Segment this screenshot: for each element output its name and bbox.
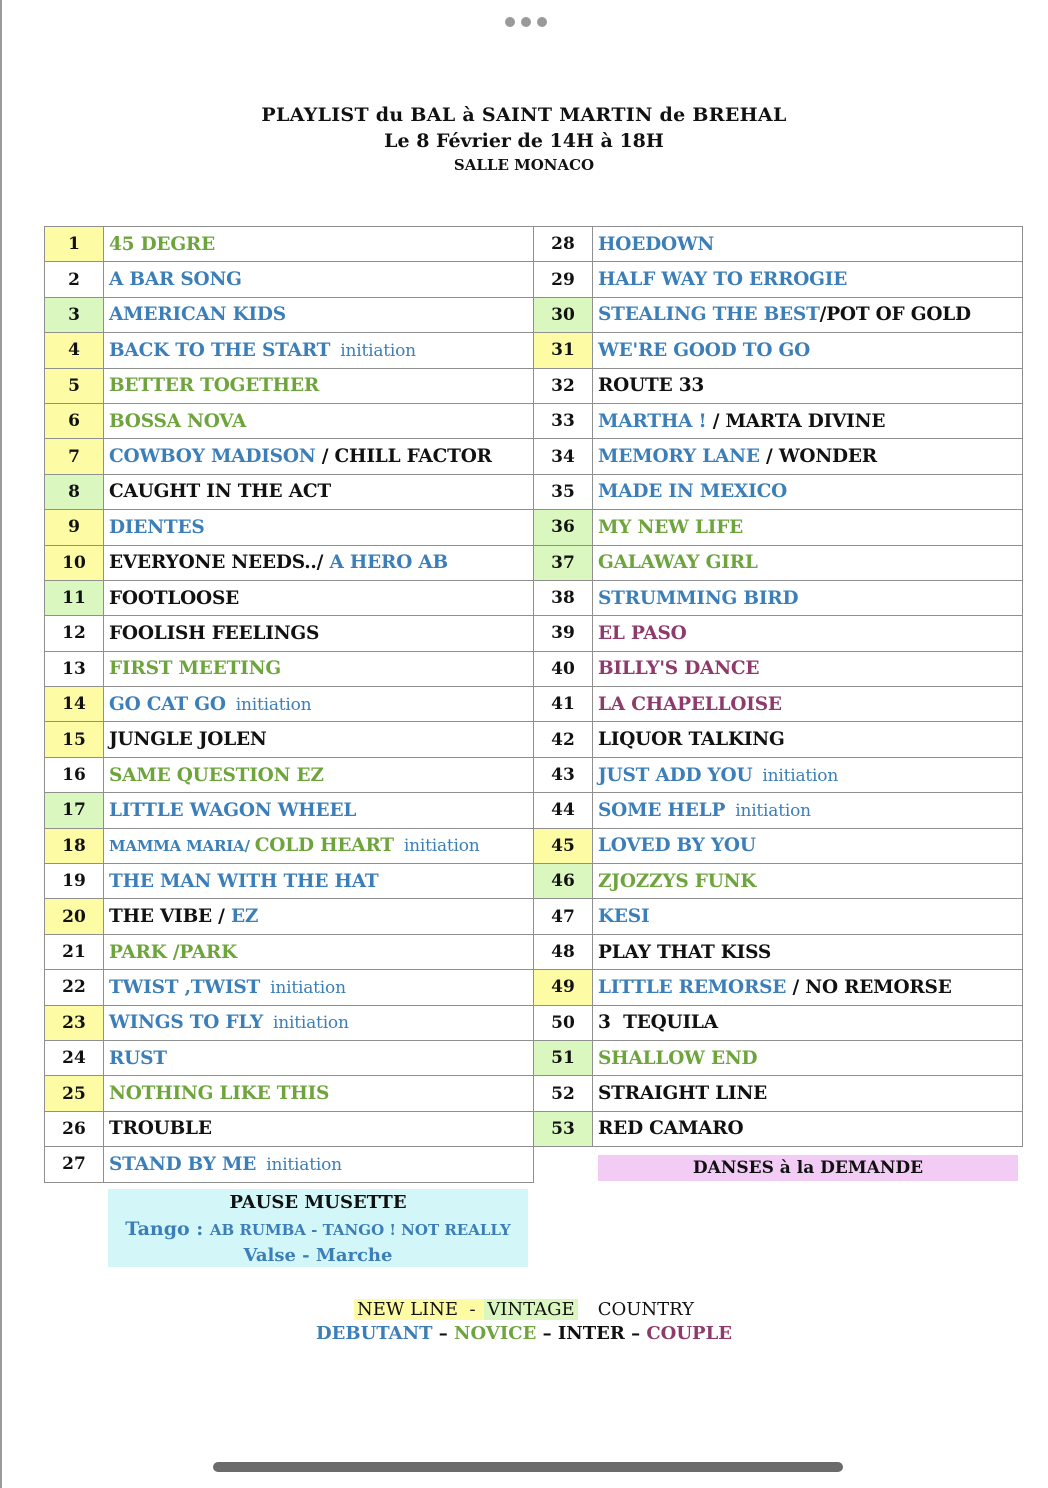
legend-country: COUNTRY xyxy=(597,1299,695,1320)
dance-name: LOVED BY YOU xyxy=(598,835,756,857)
track-number: 10 xyxy=(45,545,104,580)
track-number: 13 xyxy=(45,651,104,686)
track-title xyxy=(104,297,534,332)
dance-name: A HERO AB xyxy=(323,552,448,574)
track-number: 35 xyxy=(534,474,593,509)
track-number: 5 xyxy=(45,368,104,403)
track-title xyxy=(593,864,1023,899)
dance-name: LA CHAPELLOISE xyxy=(598,693,782,715)
track-title xyxy=(593,934,1023,969)
legend-new-line: NEW LINE - xyxy=(354,1299,484,1320)
dance-name: / WONDER xyxy=(759,446,877,468)
track-number: 43 xyxy=(534,757,593,792)
dance-name: PLAY THAT KISS xyxy=(598,941,772,963)
table-row xyxy=(45,368,534,403)
track-title xyxy=(104,864,534,899)
table-row xyxy=(534,262,1023,297)
track-number: 36 xyxy=(534,510,593,545)
table-row xyxy=(534,368,1023,403)
track-title xyxy=(104,828,534,863)
window-left-edge xyxy=(0,0,2,1488)
track-number: 1 xyxy=(45,227,104,262)
initiation-tag: initiation xyxy=(403,836,480,857)
table-row xyxy=(45,899,534,934)
table-row xyxy=(45,510,534,545)
track-number: 20 xyxy=(45,899,104,934)
track-number: 22 xyxy=(45,970,104,1005)
track-title xyxy=(593,439,1023,474)
track-title xyxy=(104,793,534,828)
track-title xyxy=(104,899,534,934)
track-number: 3 xyxy=(45,297,104,332)
table-row xyxy=(534,580,1023,615)
dance-name: BILLY'S DANCE xyxy=(598,658,760,680)
table-row xyxy=(534,403,1023,438)
track-number: 31 xyxy=(534,333,593,368)
track-title xyxy=(104,262,534,297)
track-number: 9 xyxy=(45,510,104,545)
dance-name: AMERICAN KIDS xyxy=(109,304,286,326)
table-row xyxy=(534,687,1023,722)
dance-name: GO CAT GO xyxy=(109,693,226,715)
track-title xyxy=(104,1040,534,1075)
more-options-icon[interactable] xyxy=(505,17,547,27)
track-title xyxy=(593,227,1023,262)
track-number: 45 xyxy=(534,828,593,863)
table-row xyxy=(45,474,534,509)
dance-name: RED CAMARO xyxy=(598,1118,744,1140)
legend xyxy=(0,1298,1048,1346)
track-number: 46 xyxy=(534,864,593,899)
table-row xyxy=(45,864,534,899)
track-title xyxy=(593,793,1023,828)
track-number: 47 xyxy=(534,899,593,934)
track-title xyxy=(593,828,1023,863)
dance-name: GALAWAY GIRL xyxy=(598,552,758,574)
dance-name: SAME QUESTION EZ xyxy=(109,764,324,786)
track-number: 41 xyxy=(534,687,593,722)
dance-name: EZ xyxy=(230,906,259,928)
legend-type-row xyxy=(0,1298,1048,1322)
pause-valse-line: Valse - Marche xyxy=(243,1245,393,1266)
track-number: 33 xyxy=(534,403,593,438)
dance-name: BETTER TOGETHER xyxy=(109,375,320,397)
pause-title: PAUSE MUSETTE xyxy=(229,1192,407,1213)
track-title xyxy=(104,510,534,545)
legend-inter: INTER xyxy=(557,1323,625,1344)
table-row xyxy=(534,970,1023,1005)
track-title xyxy=(104,1005,534,1040)
dance-name: STRUMMING BIRD xyxy=(598,587,799,609)
track-number: 12 xyxy=(45,616,104,651)
table-row xyxy=(534,616,1023,651)
dance-name: TWIST ,TWIST xyxy=(109,976,261,998)
dance-name: MEMORY LANE xyxy=(598,446,760,468)
dance-name: 45 DEGRE xyxy=(109,233,216,255)
track-title xyxy=(104,227,534,262)
table-row xyxy=(45,1040,534,1075)
table-row xyxy=(534,1040,1023,1075)
track-title xyxy=(104,368,534,403)
home-indicator[interactable] xyxy=(213,1462,843,1472)
dance-name: COWBOY MADISON xyxy=(109,446,316,468)
dance-name: STAND BY ME xyxy=(109,1153,257,1175)
track-number: 6 xyxy=(45,403,104,438)
dance-name: CAUGHT IN THE ACT xyxy=(109,481,331,503)
dance-name: SHALLOW END xyxy=(598,1047,758,1069)
legend-vintage: VINTAGE xyxy=(484,1299,577,1320)
legend-novice: NOVICE xyxy=(454,1323,537,1344)
dance-name: BOSSA NOVA xyxy=(109,410,247,432)
table-row xyxy=(534,545,1023,580)
initiation-tag: initiation xyxy=(235,694,312,715)
table-row xyxy=(534,793,1023,828)
track-number: 15 xyxy=(45,722,104,757)
track-number: 49 xyxy=(534,970,593,1005)
track-title xyxy=(593,1040,1023,1075)
track-title xyxy=(104,970,534,1005)
initiation-tag: initiation xyxy=(735,800,811,821)
legend-couple: COUPLE xyxy=(646,1323,732,1344)
table-row xyxy=(45,828,534,863)
table-row xyxy=(534,651,1023,686)
track-number: 34 xyxy=(534,439,593,474)
track-title xyxy=(104,1111,534,1146)
legend-debutant: DEBUTANT xyxy=(316,1323,433,1344)
table-row xyxy=(45,333,534,368)
dance-name: CHILL FACTOR xyxy=(334,446,492,468)
table-row xyxy=(45,687,534,722)
dance-name: / MARTA DIVINE xyxy=(706,410,886,432)
track-title xyxy=(593,1111,1023,1146)
table-row xyxy=(534,828,1023,863)
table-row xyxy=(45,1111,534,1146)
dance-name: LITTLE WAGON WHEEL xyxy=(109,799,357,821)
track-title xyxy=(593,970,1023,1005)
track-title xyxy=(593,545,1023,580)
track-number: 39 xyxy=(534,616,593,651)
track-number: 18 xyxy=(45,828,104,863)
table-row xyxy=(45,757,534,792)
dance-name: WINGS TO FLY xyxy=(109,1012,264,1034)
track-title xyxy=(104,722,534,757)
track-number: 2 xyxy=(45,262,104,297)
track-number: 4 xyxy=(45,333,104,368)
table-row xyxy=(534,297,1023,332)
table-row xyxy=(534,757,1023,792)
dance-name: FOOLISH FEELINGS xyxy=(109,622,320,644)
page-header xyxy=(0,102,1048,176)
table-row xyxy=(534,333,1023,368)
table-row xyxy=(534,934,1023,969)
dance-name: FOOTLOOSE xyxy=(109,587,240,609)
track-title xyxy=(593,368,1023,403)
page-title: PLAYLIST du BAL à SAINT MARTIN de BREHAL xyxy=(261,104,787,126)
table-row xyxy=(45,227,534,262)
dance-name: KESI xyxy=(598,906,650,928)
table-row xyxy=(45,1147,534,1182)
dance-name: 3 TEQUILA xyxy=(598,1012,718,1034)
table-row xyxy=(534,899,1023,934)
track-title xyxy=(104,580,534,615)
track-title xyxy=(104,1076,534,1111)
dance-name: LITTLE REMORSE xyxy=(598,976,787,998)
table-row xyxy=(534,510,1023,545)
dance-name: / xyxy=(315,446,335,468)
dance-name: PARK /PARK xyxy=(109,941,237,963)
dance-name: MY NEW LIFE xyxy=(598,516,744,538)
track-title xyxy=(593,297,1023,332)
table-row xyxy=(45,651,534,686)
table-row xyxy=(534,1005,1023,1040)
event-date: Le 8 Février de 14H à 18H xyxy=(384,130,664,152)
track-number: 42 xyxy=(534,722,593,757)
track-title xyxy=(593,899,1023,934)
track-number: 17 xyxy=(45,793,104,828)
playlist-table-left xyxy=(44,226,534,1183)
table-row xyxy=(534,1111,1023,1146)
track-title xyxy=(593,403,1023,438)
table-row xyxy=(45,616,534,651)
track-title xyxy=(593,616,1023,651)
track-title xyxy=(104,545,534,580)
dance-name: SOME HELP xyxy=(598,799,726,821)
dance-name: BACK TO THE START xyxy=(109,339,331,361)
track-title xyxy=(104,333,534,368)
track-title xyxy=(593,333,1023,368)
initiation-tag: initiation xyxy=(266,1154,342,1175)
pause-tango-line xyxy=(108,1217,528,1243)
table-row xyxy=(45,297,534,332)
pause-musette-box xyxy=(108,1189,528,1267)
dance-name: MARTHA ! xyxy=(598,410,707,432)
table-row xyxy=(45,403,534,438)
table-row xyxy=(45,545,534,580)
dance-name: THE VIBE / xyxy=(109,906,231,928)
danses-a-la-demande-banner: DANSES à la DEMANDE xyxy=(598,1155,1018,1181)
track-title xyxy=(593,1076,1023,1111)
dance-name: RUST xyxy=(109,1047,167,1069)
dance-name: DIENTES xyxy=(109,516,205,538)
initiation-tag: initiation xyxy=(762,765,839,786)
track-number: 40 xyxy=(534,651,593,686)
table-row xyxy=(45,1076,534,1111)
dance-name: MAMMA MARIA/ xyxy=(109,837,255,856)
track-number: 28 xyxy=(534,227,593,262)
track-title xyxy=(104,474,534,509)
table-row xyxy=(534,722,1023,757)
track-number: 52 xyxy=(534,1076,593,1111)
table-row xyxy=(45,793,534,828)
track-title xyxy=(104,687,534,722)
track-number: 14 xyxy=(45,687,104,722)
track-number: 30 xyxy=(534,297,593,332)
dance-name: TROUBLE xyxy=(109,1118,212,1140)
table-row xyxy=(45,970,534,1005)
dance-name: A BAR SONG xyxy=(109,269,242,291)
table-row xyxy=(45,1005,534,1040)
table-row xyxy=(534,1076,1023,1111)
dance-name: JUNGLE JOLEN xyxy=(109,729,267,751)
track-number: 38 xyxy=(534,580,593,615)
dance-name: WE'RE GOOD TO GO xyxy=(598,339,811,361)
dance-name: LIQUOR TALKING xyxy=(598,729,785,751)
track-title xyxy=(593,757,1023,792)
legend-level-row: DEBUTANT – NOVICE – INTER – COUPLE xyxy=(316,1323,732,1344)
dance-name: ROUTE 33 xyxy=(598,375,705,397)
track-title xyxy=(593,474,1023,509)
table-row xyxy=(45,934,534,969)
track-title xyxy=(593,687,1023,722)
track-title xyxy=(104,439,534,474)
dance-name: EL PASO xyxy=(598,622,687,644)
dance-name: NOTHING LIKE THIS xyxy=(109,1083,330,1105)
track-number: 29 xyxy=(534,262,593,297)
track-title xyxy=(104,1147,534,1182)
initiation-tag: initiation xyxy=(270,977,346,998)
tango-label: Tango : xyxy=(125,1218,210,1240)
track-number: 11 xyxy=(45,580,104,615)
table-row xyxy=(45,722,534,757)
track-number: 32 xyxy=(534,368,593,403)
dance-name: HALF WAY TO ERROGIE xyxy=(598,269,848,291)
track-number: 16 xyxy=(45,757,104,792)
track-number: 53 xyxy=(534,1111,593,1146)
tango-dances: AB RUMBA - TANGO ! NOT REALLY xyxy=(209,1221,511,1239)
table-row xyxy=(534,864,1023,899)
track-title xyxy=(104,757,534,792)
track-number: 37 xyxy=(534,545,593,580)
table-row xyxy=(534,474,1023,509)
track-number: 44 xyxy=(534,793,593,828)
track-number: 51 xyxy=(534,1040,593,1075)
table-row xyxy=(45,580,534,615)
playlist-table-right xyxy=(533,226,1023,1147)
track-title xyxy=(104,616,534,651)
table-row xyxy=(45,262,534,297)
track-number: 7 xyxy=(45,439,104,474)
dance-name: THE MAN WITH THE HAT xyxy=(109,870,379,892)
track-number: 50 xyxy=(534,1005,593,1040)
dance-name: STEALING THE BEST xyxy=(598,304,820,326)
track-title xyxy=(593,262,1023,297)
table-row xyxy=(534,227,1023,262)
track-number: 19 xyxy=(45,864,104,899)
track-number: 8 xyxy=(45,474,104,509)
event-venue: SALLE MONACO xyxy=(453,156,595,174)
track-number: 24 xyxy=(45,1040,104,1075)
track-title xyxy=(593,1005,1023,1040)
dance-name: HOEDOWN xyxy=(598,233,715,255)
track-title xyxy=(593,651,1023,686)
track-number: 26 xyxy=(45,1111,104,1146)
track-title xyxy=(104,934,534,969)
track-title xyxy=(104,403,534,438)
track-title xyxy=(593,510,1023,545)
track-number: 21 xyxy=(45,934,104,969)
track-title xyxy=(104,651,534,686)
track-title xyxy=(593,722,1023,757)
dance-name: /POT OF GOLD xyxy=(819,304,971,326)
dance-name: COLD HEART xyxy=(254,835,394,857)
track-number: 27 xyxy=(45,1147,104,1182)
dance-name: JUST ADD YOU xyxy=(598,764,753,786)
table-row xyxy=(45,439,534,474)
initiation-tag: initiation xyxy=(273,1013,349,1034)
dance-name: STRAIGHT LINE xyxy=(598,1083,768,1105)
initiation-tag: initiation xyxy=(340,340,416,361)
track-number: 48 xyxy=(534,934,593,969)
track-title xyxy=(593,580,1023,615)
dance-name: / NO REMORSE xyxy=(786,976,952,998)
dance-name: EVERYONE NEEDS../ xyxy=(109,552,324,574)
track-number: 25 xyxy=(45,1076,104,1111)
dance-name: MADE IN MEXICO xyxy=(598,481,788,503)
table-row xyxy=(534,439,1023,474)
dance-name: ZJOZZYS FUNK xyxy=(598,870,757,892)
dance-name: FIRST MEETING xyxy=(109,658,281,680)
track-number: 23 xyxy=(45,1005,104,1040)
